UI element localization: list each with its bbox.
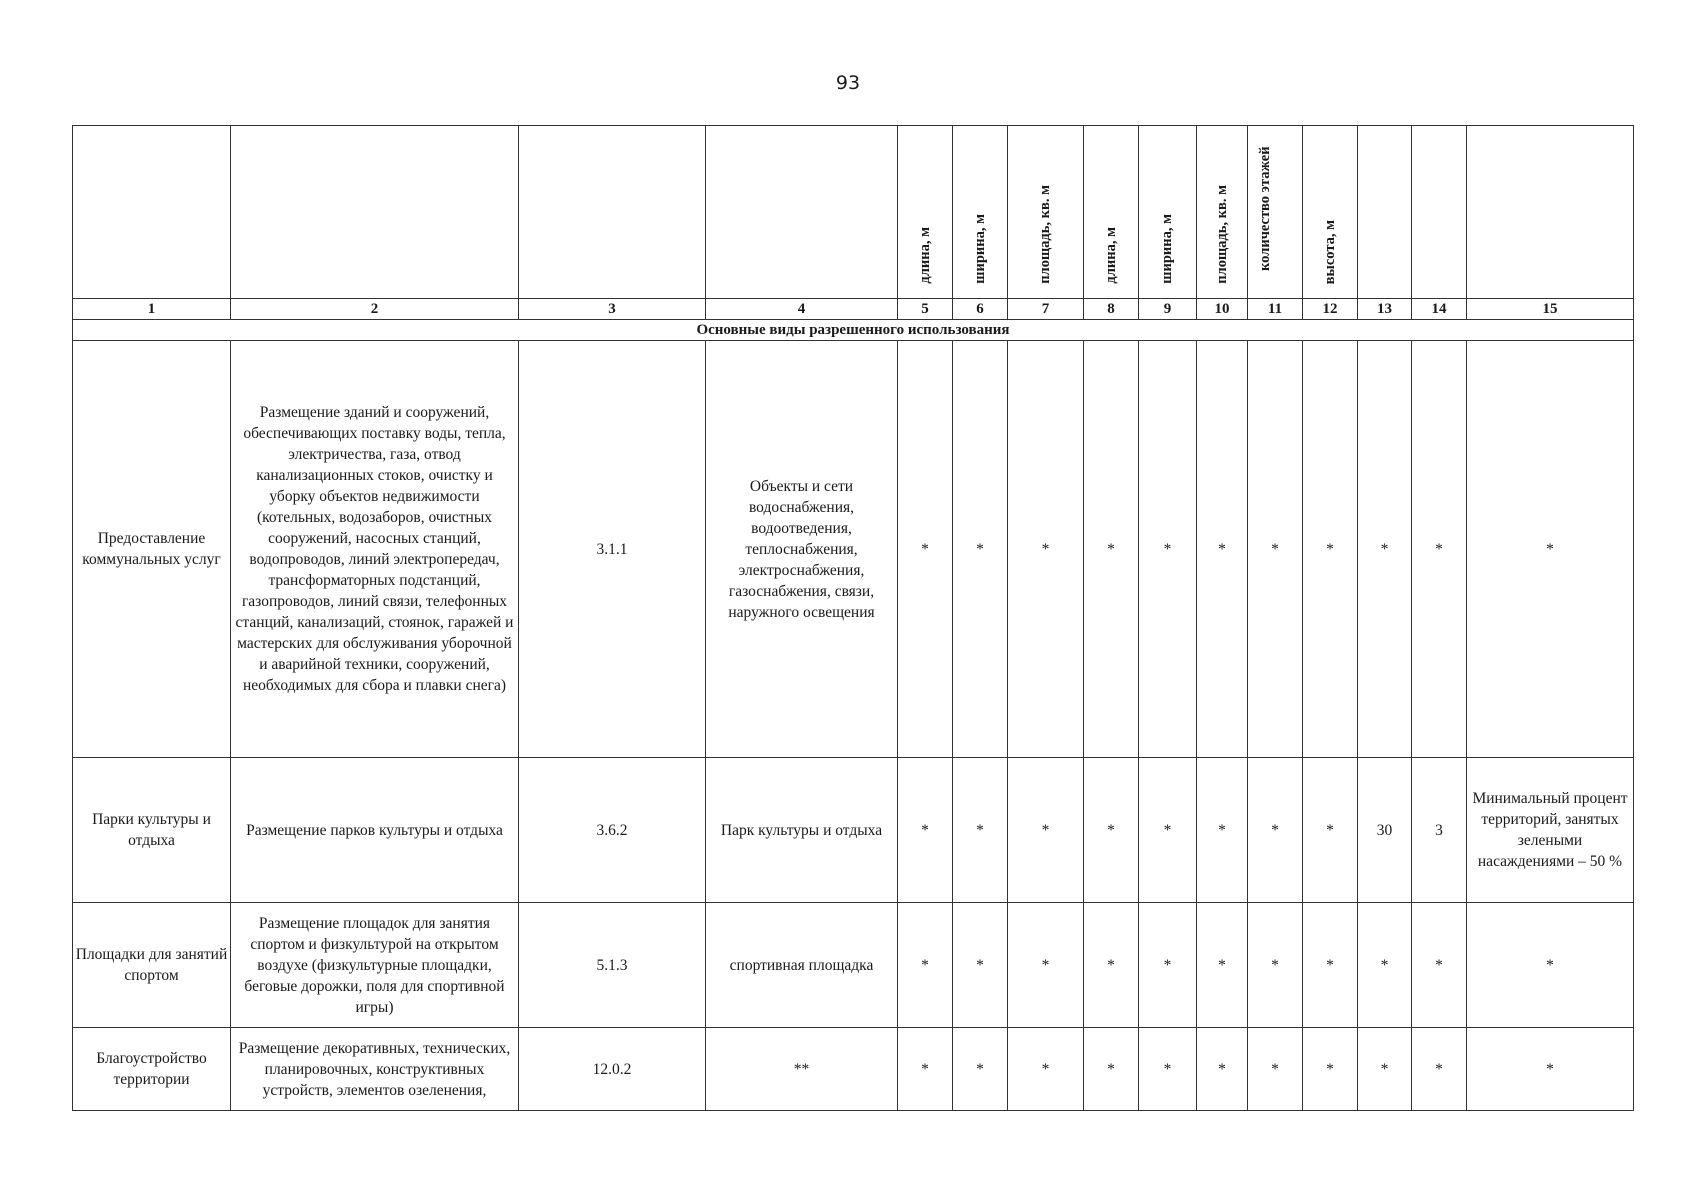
value-cell: * xyxy=(1248,1028,1303,1111)
table-header-row xyxy=(73,126,1634,299)
rotated-header-label: ширина, м xyxy=(971,214,988,284)
page-number: 93 xyxy=(835,72,861,94)
value-cell: * xyxy=(953,1028,1008,1111)
value-cell: * xyxy=(1358,903,1412,1028)
rotated-header-label: площадь, кв. м xyxy=(1213,185,1230,284)
value-cell: * xyxy=(953,903,1008,1028)
value-cell: * xyxy=(1084,758,1139,903)
column-number: 4 xyxy=(706,299,898,320)
objects-cell: спортивная площадка xyxy=(706,903,898,1028)
column-number: 9 xyxy=(1139,299,1197,320)
note-cell: * xyxy=(1467,903,1634,1028)
column-number: 10 xyxy=(1197,299,1248,320)
header-cell xyxy=(1139,126,1197,299)
header-cell xyxy=(1248,126,1303,299)
use-name-cell: Площадки для занятий спортом xyxy=(73,903,231,1028)
column-number: 12 xyxy=(1303,299,1358,320)
value-cell: * xyxy=(1248,758,1303,903)
objects-cell: Объекты и сети водоснабжения, водоотведения, теплоснабжения, электроснабжения, газоснабжения, связи, наружного освещения xyxy=(706,341,898,758)
value-cell: * xyxy=(1197,903,1248,1028)
column-number-row xyxy=(73,299,1634,320)
use-name-cell: Парки культуры и отдыха xyxy=(73,758,231,903)
value-cell: * xyxy=(1139,758,1197,903)
value-cell: * xyxy=(1248,341,1303,758)
table-row xyxy=(73,1028,1634,1111)
value-cell: * xyxy=(1008,1028,1084,1111)
use-description-cell: Размещение парков культуры и отдыха xyxy=(231,758,519,903)
header-cell xyxy=(898,126,953,299)
column-number: 5 xyxy=(898,299,953,320)
column-number: 1 xyxy=(73,299,231,320)
use-name-cell: Предоставление коммунальных услуг xyxy=(73,341,231,758)
rotated-header-label: длина, м xyxy=(916,227,933,284)
header-cell xyxy=(706,126,898,299)
value-cell: * xyxy=(1139,1028,1197,1111)
value-cell: * xyxy=(1303,758,1358,903)
header-cell xyxy=(73,126,231,299)
use-code-cell: 12.0.2 xyxy=(519,1028,706,1111)
column-number: 2 xyxy=(231,299,519,320)
column-number: 11 xyxy=(1248,299,1303,320)
use-code-cell: 3.6.2 xyxy=(519,758,706,903)
value-cell: 3 xyxy=(1412,758,1467,903)
rotated-header-label: длина, м xyxy=(1102,227,1119,284)
table-row xyxy=(73,758,1634,903)
value-cell: * xyxy=(898,1028,953,1111)
column-number: 13 xyxy=(1358,299,1412,320)
rotated-header-label: площадь, кв. м xyxy=(1037,185,1053,284)
use-description-cell: Размещение зданий и сооружений, обеспечивающих поставку воды, тепла, электричества, газа, отвод канализационных стоков, очистку и уборку объектов недвижимости (котельных, водозаборов, очистных сооружений, насосных станций, водопроводов, линий электропередач, трансформаторных подстанций, газопроводов, линий связи, телефонных станций, канализаций, стоянок, гаражей и мастерских для обслуживания уборочной и аварийной техники, сооружений, необходимых для сбора и плавки снега) xyxy=(231,341,519,758)
value-cell: * xyxy=(1197,758,1248,903)
column-number: 7 xyxy=(1008,299,1084,320)
value-cell: * xyxy=(953,758,1008,903)
use-code-cell: 5.1.3 xyxy=(519,903,706,1028)
use-description-cell: Размещение площадок для занятия спортом и физкультурой на открытом воздухе (физкультурные площадки, беговые дорожки, поля для спортивной игры) xyxy=(231,903,519,1028)
value-cell: * xyxy=(953,341,1008,758)
value-cell: * xyxy=(1197,1028,1248,1111)
column-number: 8 xyxy=(1084,299,1139,320)
value-cell: * xyxy=(1303,903,1358,1028)
value-cell: * xyxy=(1008,341,1084,758)
note-cell: * xyxy=(1467,1028,1634,1111)
header-cell xyxy=(1412,126,1467,299)
value-cell: * xyxy=(1084,903,1139,1028)
column-number: 14 xyxy=(1412,299,1467,320)
rotated-header-label: высота, м xyxy=(1321,219,1338,284)
header-cell xyxy=(231,126,519,299)
value-cell: * xyxy=(1248,903,1303,1028)
value-cell: * xyxy=(1008,758,1084,903)
table-row xyxy=(73,903,1634,1028)
value-cell: * xyxy=(1412,1028,1467,1111)
header-cell xyxy=(953,126,1008,299)
value-cell: * xyxy=(898,341,953,758)
header-cell xyxy=(1467,126,1634,299)
value-cell: * xyxy=(1412,903,1467,1028)
value-cell: * xyxy=(1303,341,1358,758)
use-name-cell: Благоустройство территории xyxy=(73,1028,231,1111)
section-row xyxy=(73,320,1634,341)
value-cell: * xyxy=(1358,341,1412,758)
header-cell xyxy=(1358,126,1412,299)
value-cell: * xyxy=(1139,341,1197,758)
header-cell xyxy=(1008,126,1084,299)
value-cell: * xyxy=(1008,903,1084,1028)
value-cell: * xyxy=(1197,341,1248,758)
value-cell: * xyxy=(898,903,953,1028)
column-number: 15 xyxy=(1467,299,1634,320)
value-cell: * xyxy=(1303,1028,1358,1111)
objects-cell: Парк культуры и отдыха xyxy=(706,758,898,903)
section-title: Основные виды разрешенного использования xyxy=(73,320,1634,341)
column-number: 6 xyxy=(953,299,1008,320)
table-row xyxy=(73,341,1634,758)
rotated-header-label: ширина, м xyxy=(1159,214,1175,284)
use-description-cell xyxy=(231,1028,519,1111)
use-code-cell: 3.1.1 xyxy=(519,341,706,758)
value-cell: * xyxy=(1358,1028,1412,1111)
rotated-header-label: количество этажей xyxy=(1257,146,1273,272)
header-cell xyxy=(519,126,706,299)
column-number: 3 xyxy=(519,299,706,320)
value-cell: * xyxy=(1412,341,1467,758)
value-cell: * xyxy=(898,758,953,903)
use-description-text: Размещение декоративных, технических, планировочных, конструктивных устройств, элементов озеленения, xyxy=(238,1039,511,1099)
header-cell xyxy=(1197,126,1248,299)
value-cell: * xyxy=(1139,903,1197,1028)
land-use-table xyxy=(72,125,1634,1111)
header-cell xyxy=(1084,126,1139,299)
value-cell: * xyxy=(1084,341,1139,758)
header-cell xyxy=(1303,126,1358,299)
value-cell: * xyxy=(1084,1028,1139,1111)
note-cell: * xyxy=(1467,341,1634,758)
note-cell: Минимальный процент территорий, занятых зелеными насаждениями – 50 % xyxy=(1467,758,1634,903)
value-cell: 30 xyxy=(1358,758,1412,903)
objects-cell: ** xyxy=(706,1028,898,1111)
